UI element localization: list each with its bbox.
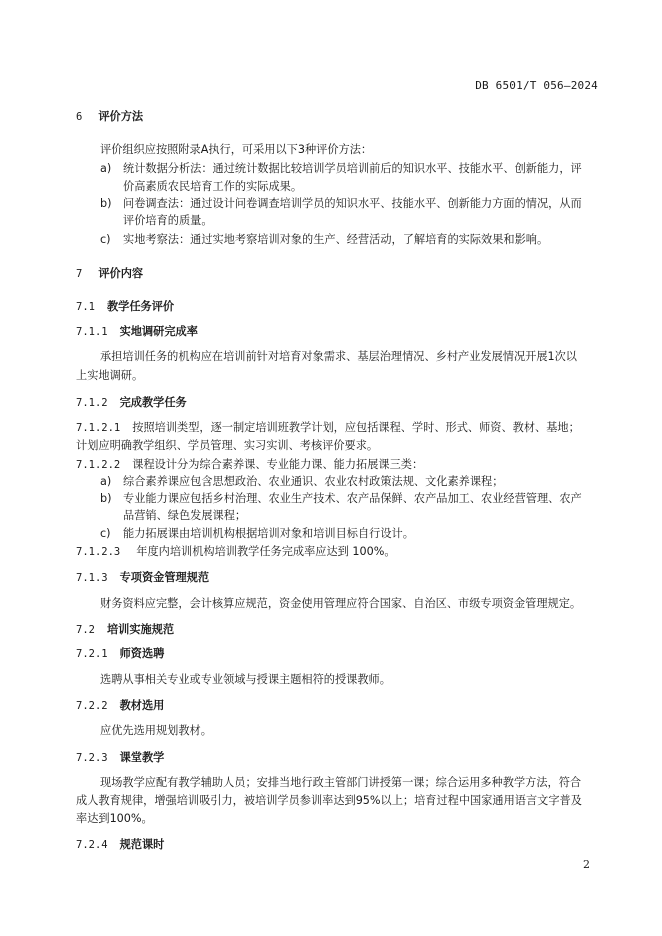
paragraph: 选聘从事相关专业或专业领域与授课主题相符的授课教师。 xyxy=(100,673,391,686)
paragraph: 评价组织应按照附录A执行，可采用以下3种评价方法： xyxy=(100,143,373,156)
section-7-2-3-heading xyxy=(76,751,164,765)
section-number: 7.2.1 xyxy=(76,648,108,660)
clause-number: 7.1.2.3 xyxy=(76,546,121,558)
section-number: 7.2.4 xyxy=(76,839,108,851)
paragraph: 成人教育规律，增强培训吸引力，被培训学员参训率达到95%以上；培育过程中国家通用语言文字普及 xyxy=(76,794,582,807)
paragraph: 上实地调研。 xyxy=(76,369,144,382)
section-7-1-3-heading xyxy=(76,571,209,585)
list-item-text: 能力拓展课由培训机构根据培训对象和培训目标自行设计。 xyxy=(123,527,414,540)
section-7-1-1-heading xyxy=(76,325,198,339)
section-title: 完成教学任务 xyxy=(119,396,187,409)
paragraph: 计划应明确教学组织、学员管理、实习实训、考核评价要求。 xyxy=(76,439,379,452)
section-number: 7.2.2 xyxy=(76,700,108,712)
section-title: 教材选用 xyxy=(119,699,165,712)
paragraph xyxy=(76,458,423,472)
section-7-2-1-heading xyxy=(76,647,164,661)
section-7-heading xyxy=(76,267,143,281)
section-7-2-2-heading xyxy=(76,699,164,713)
section-6-heading xyxy=(76,110,143,124)
list-label: c) xyxy=(100,527,111,540)
section-title: 课堂教学 xyxy=(119,751,165,764)
paragraph: 承担培训任务的机构应在培训前针对培育对象需求、基层治理情况、乡村产业发展情况开展1次以 xyxy=(100,350,577,363)
section-number: 7 xyxy=(76,268,83,280)
section-title: 评价方法 xyxy=(98,110,144,123)
page-number: 2 xyxy=(583,858,590,871)
section-title: 实地调研完成率 xyxy=(119,325,198,338)
list-label: c) xyxy=(100,233,111,246)
list-label: b) xyxy=(100,197,112,210)
clause-number: 7.1.2.2 xyxy=(76,459,121,471)
clause-number: 7.1.2.1 xyxy=(76,422,121,434)
section-number: 7.2 xyxy=(76,624,95,636)
paragraph: 现场教学应配有教学辅助人员；安排当地行政主管部门讲授第一课；综合运用多种教学方法，符合 xyxy=(100,776,582,789)
section-title: 专项资金管理规范 xyxy=(119,571,210,584)
paragraph: 应优先选用规划教材。 xyxy=(100,724,212,737)
paragraph: 率达到100%。 xyxy=(76,812,153,825)
list-item-text: 综合素养课应包含思想政治、农业通识、农业农村政策法规、文化素养课程； xyxy=(123,475,504,488)
section-number: 7.1.3 xyxy=(76,572,108,584)
list-item-text: 实地考察法：通过实地考察培训对象的生产、经营活动，了解培育的实际效果和影响。 xyxy=(123,233,549,246)
section-7-2-heading xyxy=(76,623,174,637)
list-label: b) xyxy=(100,492,112,505)
section-number: 7.1 xyxy=(76,301,95,313)
document-code: DB 6501/T 056—2024 xyxy=(475,79,598,92)
section-title: 教学任务评价 xyxy=(106,300,175,313)
clause-text: 年度内培训机构培训教学任务完成率应达到 100%。 xyxy=(136,545,396,558)
section-number: 6 xyxy=(76,111,83,123)
clause-text: 按照培训类型，逐一制定培训班教学计划，应包括课程、学时、形式、师资、教材、基地； xyxy=(132,421,580,434)
section-number: 7.1.2 xyxy=(76,397,108,409)
list-item-text: 专业能力课应包括乡村治理、农业生产技术、农产品保鲜、农产品加工、农业经营管理、农产 xyxy=(123,492,582,505)
section-number: 7.2.3 xyxy=(76,752,108,764)
list-item-text: 价高素质农民培育工作的实际成果。 xyxy=(123,180,303,193)
section-number: 7.1.1 xyxy=(76,326,108,338)
section-7-2-4-heading xyxy=(76,838,164,852)
paragraph xyxy=(76,421,580,435)
list-item-text: 统计数据分析法：通过统计数据比较培训学员培训前后的知识水平、技能水平、创新能力，评 xyxy=(123,162,582,175)
section-title: 规范课时 xyxy=(119,838,165,851)
list-item-text: 评价培育的质量。 xyxy=(123,214,213,227)
clause-text: 课程设计分为综合素养课、专业能力课、能力拓展课三类： xyxy=(132,458,424,471)
section-7-1-2-heading xyxy=(76,396,187,410)
list-item-text: 品营销、绿色发展课程； xyxy=(123,509,247,522)
list-label: a) xyxy=(100,162,112,175)
section-title: 培训实施规范 xyxy=(106,623,175,636)
paragraph: 财务资料应完整，会计核算应规范，资金使用管理应符合国家、自治区、市级专项资金管理规定。 xyxy=(100,597,582,610)
list-item-text: 问卷调查法：通过设计问卷调查培训学员的知识水平、技能水平、创新能力方面的情况，从而 xyxy=(123,197,582,210)
list-label: a) xyxy=(100,475,112,488)
section-title: 评价内容 xyxy=(98,267,144,280)
section-title: 师资选聘 xyxy=(119,647,165,660)
section-7-1-heading xyxy=(76,300,174,314)
paragraph xyxy=(76,545,396,559)
